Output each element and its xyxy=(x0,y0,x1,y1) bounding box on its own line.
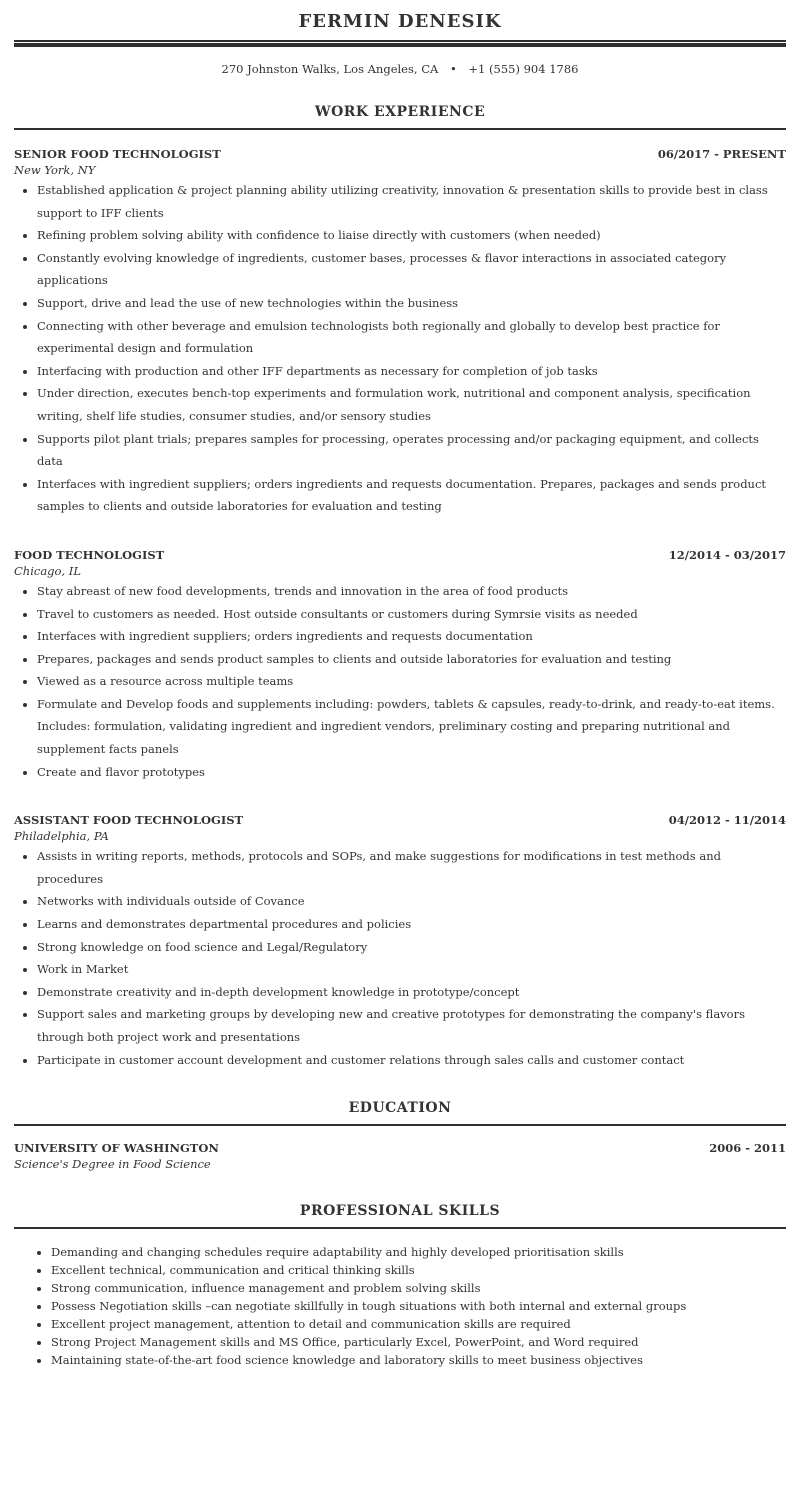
candidate-name: FERMIN DENESIK xyxy=(298,11,502,32)
list-item: • Interfaces with ingredient suppliers; orders ingredients and requests documentation. Prepares, packages and sends product samples to clients and outside laboratories for evaluation and testing xyxy=(37,473,786,518)
list-item: • Possess Negotiation skills –can negotiate skillfully in tough situations with both internal and external groups xyxy=(51,1297,786,1315)
list-item: • Constantly evolving knowledge of ingredients, customer bases, processes & flavor interactions in associated category applications xyxy=(37,247,786,292)
job-header xyxy=(14,147,786,162)
contact-address: 270 Johnston Walks, Los Angeles, CA xyxy=(221,62,439,76)
education-entry xyxy=(14,1141,786,1173)
education-dates: 2006 - 2011 xyxy=(709,1141,786,1156)
list-item: • Work in Market xyxy=(37,958,786,981)
list-item: • Interfaces with ingredient suppliers; orders ingredients and requests documentation xyxy=(37,625,786,648)
school-name: UNIVERSITY OF WASHINGTON xyxy=(14,1141,219,1156)
job-title: FOOD TECHNOLOGIST xyxy=(14,547,165,562)
job-dates: 12/2014 - 03/2017 xyxy=(668,547,786,562)
list-item: • Excellent project management, attention to detail and communication skills are required xyxy=(51,1315,786,1333)
job-bullets xyxy=(14,845,786,1071)
list-item: • Participate in customer account development and customer relations through sales calls and customer contact xyxy=(37,1049,786,1072)
list-item: • Supports pilot plant trials; prepares samples for processing, operates processing and/or packaging equipment, and collects data xyxy=(37,428,786,473)
list-item: • Prepares, packages and sends product samples to clients and outside laboratories for evaluation and testing xyxy=(37,648,786,671)
job-header xyxy=(14,813,786,828)
section-title-work-experience: WORK EXPERIENCE xyxy=(314,104,486,120)
list-item: • Stay abreast of new food developments, trends and innovation in the area of food products xyxy=(37,580,786,603)
list-item: • Travel to customers as needed. Host outside consultants or customers during Symrsie visits as needed xyxy=(37,603,786,626)
list-item: • Strong Project Management skills and MS Office, particularly Excel, PowerPoint, and Word required xyxy=(51,1333,786,1351)
job-entry xyxy=(14,147,786,518)
list-item: • Demanding and changing schedules require adaptability and highly developed prioritisation skills xyxy=(51,1243,786,1261)
list-item: • Support, drive and lead the use of new technologies within the business xyxy=(37,292,786,315)
list-item: • Strong knowledge on food science and Legal/Regulatory xyxy=(37,936,786,959)
list-item: • Refining problem solving ability with confidence to liaise directly with customers (when needed) xyxy=(37,224,786,247)
job-entry xyxy=(14,548,786,783)
list-item: • Established application & project planning ability utilizing creativity, innovation & presentation skills to provide best in class support to IFF clients xyxy=(37,179,786,224)
list-item: • Create and flavor prototypes xyxy=(37,761,786,784)
job-dates: 06/2017 - PRESENT xyxy=(657,147,786,161)
job-title: ASSISTANT FOOD TECHNOLOGIST xyxy=(14,813,244,828)
education-section xyxy=(14,1099,786,1173)
list-item: • Networks with individuals outside of Covance xyxy=(37,890,786,913)
section-divider xyxy=(14,128,786,130)
list-item: • Interfacing with production and other IFF departments as necessary for completion of job tasks xyxy=(37,360,786,383)
job-location: New York, NY xyxy=(14,163,96,177)
list-item: • Excellent technical, communication and critical thinking skills xyxy=(51,1261,786,1279)
job-location: Philadelphia, PA xyxy=(14,829,109,844)
contact-separator: • xyxy=(449,62,457,76)
list-item: • Maintaining state-of-the-art food science knowledge and laboratory skills to meet business objectives xyxy=(51,1351,786,1369)
education-header xyxy=(14,1141,786,1156)
job-title: SENIOR FOOD TECHNOLOGIST xyxy=(14,147,221,161)
list-item: • Formulate and Develop foods and supplements including: powders, tablets & capsules, ready-to-drink, and ready-to-eat items. Includes: formulation, validating ingredient and ingredient vendors, preliminary costing and preparing nutritional and supplement facts panels xyxy=(37,693,786,761)
job-entry xyxy=(14,813,786,1071)
section-title-professional-skills: PROFESSIONAL SKILLS xyxy=(299,1203,501,1220)
list-item: • Assists in writing reports, methods, protocols and SOPs, and make suggestions for modifications in test methods and procedures xyxy=(37,845,786,890)
degree: Science's Degree in Food Science xyxy=(14,1157,211,1172)
list-item: • Under direction, executes bench-top experiments and formulation work, nutritional and component analysis, specification writing, shelf life studies, consumer studies, and/or sensory studies xyxy=(37,382,786,427)
skills-section xyxy=(14,1202,786,1369)
resume-page xyxy=(14,0,786,1369)
job-bullets xyxy=(14,179,786,518)
list-item: • Demonstrate creativity and in-depth development knowledge in prototype/concept xyxy=(37,981,786,1004)
section-divider xyxy=(14,1124,786,1126)
list-item: • Viewed as a resource across multiple teams xyxy=(37,670,786,693)
job-header xyxy=(14,548,786,563)
work-experience-section xyxy=(14,103,786,1071)
name-divider xyxy=(14,40,786,47)
list-item: • Strong communication, influence management and problem solving skills xyxy=(51,1279,786,1297)
list-item: • Learns and demonstrates departmental procedures and policies xyxy=(37,913,786,936)
section-title-education: EDUCATION xyxy=(348,1100,452,1117)
skills-list xyxy=(14,1243,786,1369)
job-location: Chicago, IL xyxy=(14,563,81,578)
contact-phone: +1 (555) 904 1786 xyxy=(468,62,579,76)
job-dates: 04/2012 - 11/2014 xyxy=(668,813,786,828)
job-bullets xyxy=(14,580,786,783)
contact-line xyxy=(14,61,786,77)
list-item: • Support sales and marketing groups by developing new and creative prototypes for demonstrating the company's flavors through both project work and presentations xyxy=(37,1003,786,1048)
list-item: • Connecting with other beverage and emulsion technologists both regionally and globally to develop best practice for experimental design and formulation xyxy=(37,315,786,360)
section-divider xyxy=(14,1227,786,1229)
